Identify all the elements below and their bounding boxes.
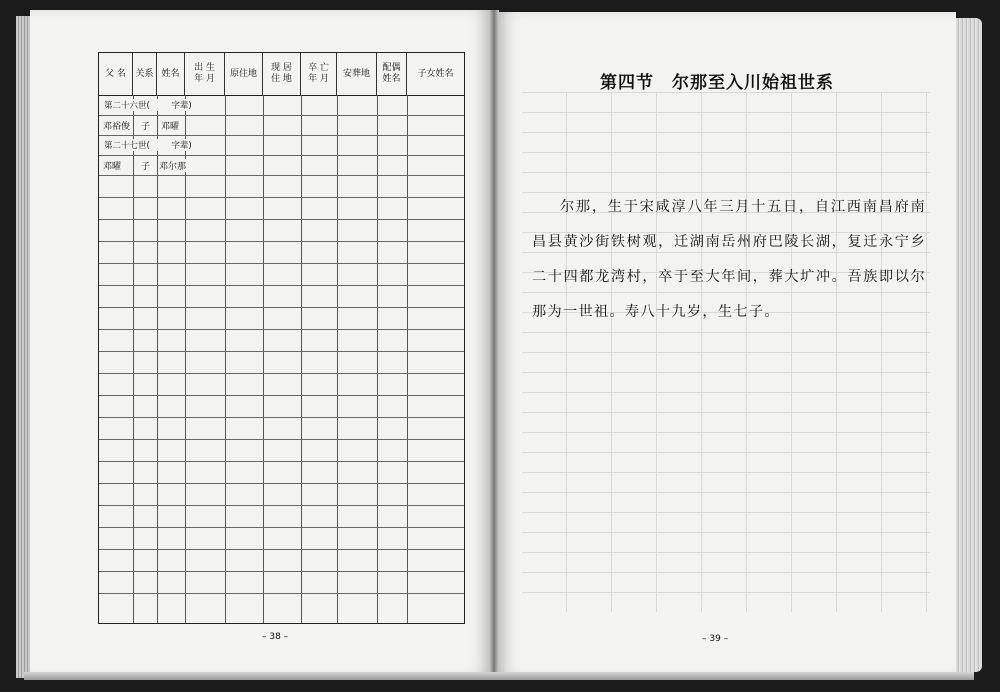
- bottom-page-edge: [24, 672, 974, 680]
- right-page-stack: [956, 18, 982, 672]
- table-header-row: [99, 53, 464, 96]
- header-father-name: 父 名: [99, 53, 133, 95]
- generation-27-label: 第二十七世( 字辈): [104, 141, 192, 151]
- right-page-number: – 39 –: [702, 634, 729, 644]
- generation-26-label: 第二十六世( 字辈): [104, 101, 192, 111]
- header-birth: 出 生 年 月: [185, 53, 225, 95]
- header-children: 子女姓名: [417, 68, 454, 79]
- header-burial: 安葬地: [337, 53, 377, 95]
- table-grid: [99, 95, 464, 623]
- header-residence: 现 居 住 地: [263, 53, 301, 95]
- bleed-through-pattern: [522, 92, 930, 612]
- body-paragraph: 尔那，生于宋咸淳八年三月十五日，自江西南昌府南昌县黄沙街铁树观，迁湖南岳州府巴陵长湖，复迁永宁乡二十四都龙湾村，卒于至大年间，葬大圹冲。吾族即以尔那为一世祖。寿八十九岁，生七子。: [532, 199, 926, 320]
- section-title: 第四节 尔那至入川始祖世系: [600, 73, 834, 93]
- gen26-relation: 子: [141, 119, 150, 132]
- header-death: 卒 亡 年 月: [301, 53, 337, 95]
- left-page-number: – 38 –: [262, 632, 289, 642]
- header-relation: 关系: [133, 53, 157, 95]
- gen27-name: 邓尔那: [159, 159, 186, 172]
- book-gutter: [489, 10, 499, 676]
- gen27-relation: 子: [141, 159, 150, 172]
- header-spouse: 配偶 姓名: [377, 53, 407, 95]
- gen27-father: 邓曜: [103, 159, 121, 172]
- header-name: 姓名: [157, 53, 185, 95]
- genealogy-table: [98, 52, 465, 624]
- header-origin: 原住地: [225, 53, 263, 95]
- gen26-father: 邓裕俊: [103, 119, 130, 132]
- gen26-name: 邓曜: [161, 119, 179, 132]
